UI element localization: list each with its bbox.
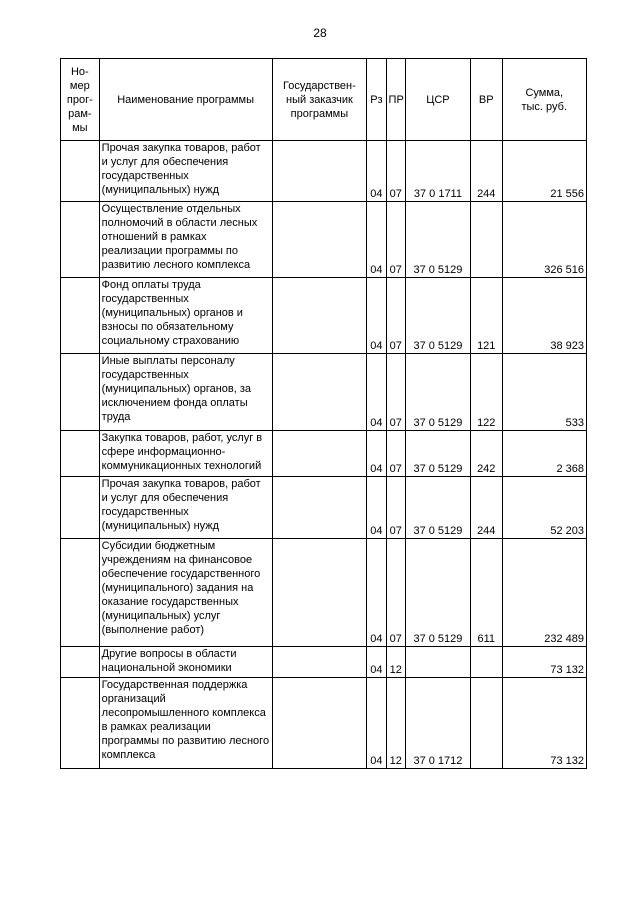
cell-pr: 07 xyxy=(386,141,405,202)
cell-rz: 04 xyxy=(367,678,386,769)
cell-program-number xyxy=(61,539,100,647)
cell-state-customer xyxy=(272,647,367,678)
cell-pr: 07 xyxy=(386,202,405,278)
header-csr: ЦСР xyxy=(405,59,470,141)
cell-pr: 12 xyxy=(386,647,405,678)
cell-state-customer xyxy=(272,477,367,539)
header-sum: Сумма, тыс. руб. xyxy=(502,59,586,141)
table-row xyxy=(61,141,587,202)
cell-state-customer xyxy=(272,278,367,354)
cell-sum: 326 516 xyxy=(502,202,586,278)
cell-pr: 07 xyxy=(386,278,405,354)
cell-vr: 244 xyxy=(470,477,502,539)
header-program-number: Но- мер прог- рам- мы xyxy=(61,59,100,141)
cell-sum: 73 132 xyxy=(502,647,586,678)
cell-state-customer xyxy=(272,678,367,769)
cell-vr: 244 xyxy=(470,141,502,202)
cell-sum: 533 xyxy=(502,354,586,431)
cell-program-name: Осуществление отдельных полномочий в области лесных отношений в рамках реализации программы по развитию лесного комплекса xyxy=(99,202,272,278)
header-state-customer: Государствен- ный заказчик программы xyxy=(272,59,367,141)
header-pr: ПР xyxy=(386,59,405,141)
cell-program-name: Другие вопросы в области национальной экономики xyxy=(99,647,272,678)
cell-vr: 121 xyxy=(470,278,502,354)
cell-program-number xyxy=(61,141,100,202)
cell-program-number xyxy=(61,678,100,769)
cell-sum: 2 368 xyxy=(502,431,586,477)
cell-program-number xyxy=(61,477,100,539)
cell-program-name: Фонд оплаты труда государственных (муниципальных) органов и взносы по обязательному социальному страхованию xyxy=(99,278,272,354)
cell-pr: 07 xyxy=(386,354,405,431)
cell-state-customer xyxy=(272,539,367,647)
cell-vr: 122 xyxy=(470,354,502,431)
table-row xyxy=(61,354,587,431)
cell-pr: 12 xyxy=(386,678,405,769)
table-row xyxy=(61,278,587,354)
cell-state-customer xyxy=(272,431,367,477)
cell-vr: 611 xyxy=(470,539,502,647)
table-row xyxy=(61,678,587,769)
cell-csr: 37 0 1711 xyxy=(405,141,470,202)
cell-rz: 04 xyxy=(367,141,386,202)
header-program-name: Наименование программы xyxy=(99,59,272,141)
cell-rz: 04 xyxy=(367,354,386,431)
header-rz: Рз xyxy=(367,59,386,141)
cell-program-name: Государственная поддержка организаций лесопромышленного комплекса в рамках реализации программы по развитию лесного комплекса xyxy=(99,678,272,769)
table-row xyxy=(61,477,587,539)
table-row xyxy=(61,202,587,278)
cell-csr: 37 0 5129 xyxy=(405,431,470,477)
table-header-row xyxy=(61,59,587,141)
cell-sum: 21 556 xyxy=(502,141,586,202)
cell-csr: 37 0 5129 xyxy=(405,539,470,647)
cell-vr: 242 xyxy=(470,431,502,477)
cell-program-name: Прочая закупка товаров, работ и услуг для обеспечения государственных (муниципальных) нужд xyxy=(99,477,272,539)
cell-state-customer xyxy=(272,354,367,431)
cell-csr: 37 0 1712 xyxy=(405,678,470,769)
cell-sum: 52 203 xyxy=(502,477,586,539)
cell-vr xyxy=(470,678,502,769)
cell-pr: 07 xyxy=(386,431,405,477)
cell-csr: 37 0 5129 xyxy=(405,354,470,431)
cell-program-number xyxy=(61,202,100,278)
cell-rz: 04 xyxy=(367,477,386,539)
cell-rz: 04 xyxy=(367,202,386,278)
cell-csr xyxy=(405,647,470,678)
cell-sum: 73 132 xyxy=(502,678,586,769)
cell-vr xyxy=(470,647,502,678)
cell-rz: 04 xyxy=(367,431,386,477)
cell-sum: 232 489 xyxy=(502,539,586,647)
cell-rz: 04 xyxy=(367,647,386,678)
cell-pr: 07 xyxy=(386,539,405,647)
cell-program-name: Прочая закупка товаров, работ и услуг для обеспечения государственных (муниципальных) нужд xyxy=(99,141,272,202)
cell-sum: 38 923 xyxy=(502,278,586,354)
cell-state-customer xyxy=(272,141,367,202)
cell-program-number xyxy=(61,278,100,354)
cell-pr: 07 xyxy=(386,477,405,539)
cell-csr: 37 0 5129 xyxy=(405,278,470,354)
cell-rz: 04 xyxy=(367,278,386,354)
table-row xyxy=(61,647,587,678)
cell-program-number xyxy=(61,431,100,477)
table-row xyxy=(61,431,587,477)
cell-program-number xyxy=(61,354,100,431)
budget-table xyxy=(60,58,587,769)
cell-program-name: Иные выплаты персоналу государственных (муниципальных) органов, за исключением фонда оплаты труда xyxy=(99,354,272,431)
cell-program-name: Закупка товаров, работ, услуг в сфере информационно-коммуникационных технологий xyxy=(99,431,272,477)
page-number: 28 xyxy=(313,26,327,40)
table-row xyxy=(61,539,587,647)
cell-csr: 37 0 5129 xyxy=(405,477,470,539)
cell-program-number xyxy=(61,647,100,678)
cell-program-name: Субсидии бюджетным учреждениям на финансовое обеспечение государственного (муниципального) задания на оказание государственных (муниципальных) услуг (выполнение работ) xyxy=(99,539,272,647)
cell-rz: 04 xyxy=(367,539,386,647)
header-vr: ВР xyxy=(470,59,502,141)
cell-csr: 37 0 5129 xyxy=(405,202,470,278)
cell-state-customer xyxy=(272,202,367,278)
cell-vr xyxy=(470,202,502,278)
